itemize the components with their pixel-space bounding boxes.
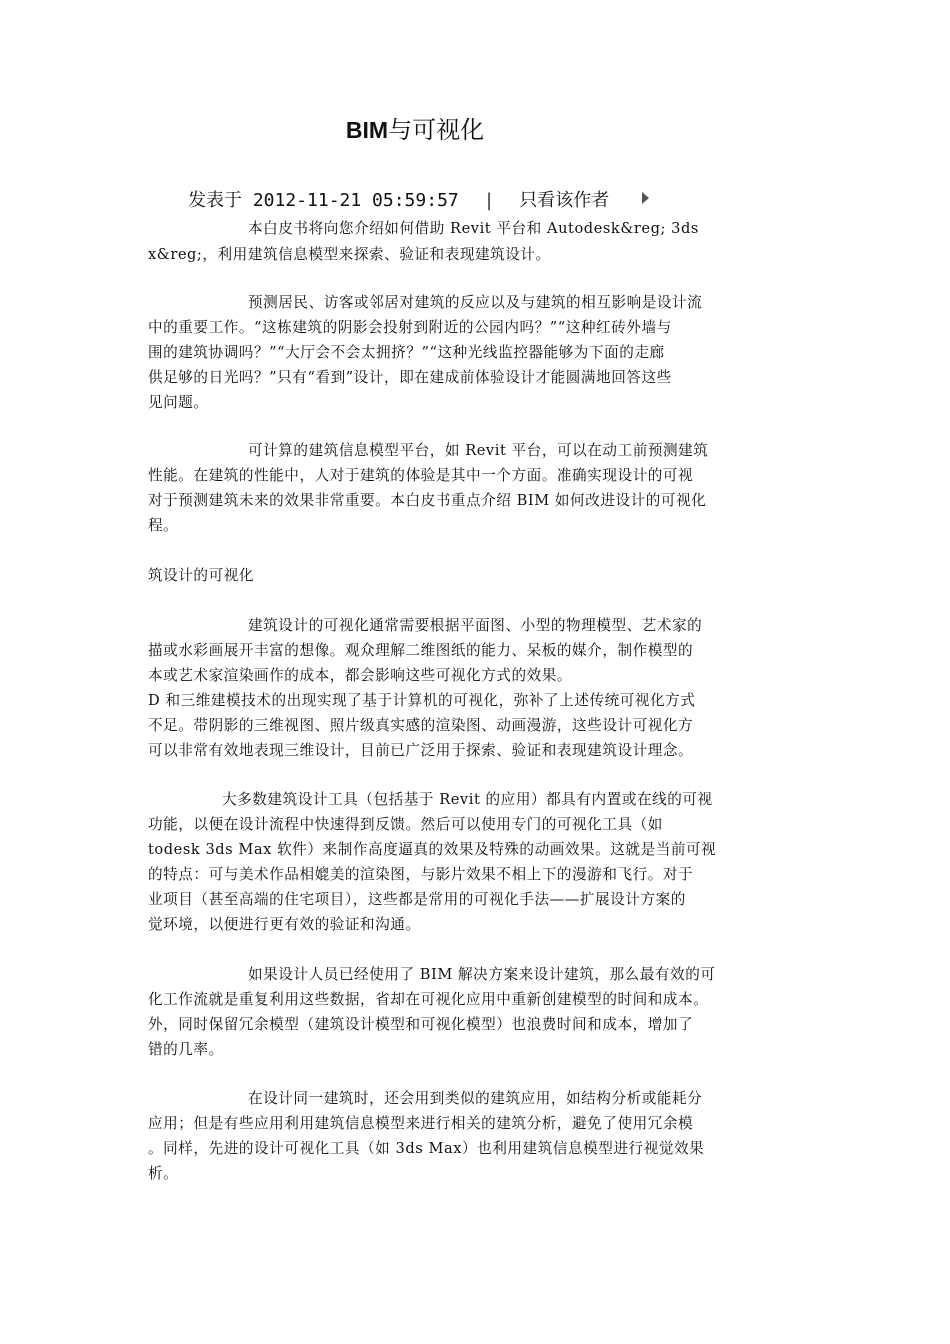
text-line: 大多数建筑设计工具（包括基于 Revit 的应用）都具有内置或在线的可视 bbox=[222, 791, 713, 808]
document-title bbox=[0, 112, 830, 148]
text-line: 可计算的建筑信息模型平台，如 Revit 平台，可以在动工前预测建筑 bbox=[248, 442, 709, 459]
post-meta bbox=[188, 186, 649, 216]
text-line: 建筑设计的可视化通常需要根据平面图、小型的物理模型、艺术家的 bbox=[248, 617, 703, 634]
text-line: 觉环境，以便进行更有效的验证和沟通。 bbox=[148, 916, 421, 933]
text-line: x&reg;，利用建筑信息模型来探索、验证和表现建筑设计。 bbox=[148, 246, 551, 263]
text-line: 在设计同一建筑时，还会用到类似的建筑应用，如结构分析或能耗分 bbox=[248, 1090, 703, 1107]
text-line: todesk 3ds Max 软件）来制作高度逼真的效果及特殊的动画效果。这就是当前可视 bbox=[148, 841, 717, 858]
post-date: 发表于 2012-11-21 05:59:57 bbox=[188, 190, 459, 211]
text-line: 对于预测建筑未来的效果非常重要。本白皮书重点介绍 BIM 如何改进设计的可视化 bbox=[148, 492, 707, 509]
text-line: 本白皮书将向您介绍如何借助 Revit 平台和 Autodesk&reg; 3ds bbox=[248, 220, 699, 237]
text-line: 围的建筑协调吗？”“大厅会不会太拥挤？”“这种光线监控器能够为下面的走廊 bbox=[148, 344, 665, 361]
text-line: 如果设计人员已经使用了 BIM 解决方案来设计建筑，那么最有效的可 bbox=[248, 966, 716, 983]
text-line: 程。 bbox=[148, 517, 179, 534]
text-line: 。同样，先进的设计可视化工具（如 3ds Max）也利用建筑信息模型进行视觉效果 bbox=[148, 1140, 705, 1157]
text-line: 不足。带阴影的三维视图、照片级真实感的渲染图、动画漫游，这些设计可视化方 bbox=[148, 717, 694, 734]
text-line: 可以非常有效地表现三维设计，目前已广泛用于探索、验证和表现建筑设计理念。 bbox=[148, 742, 694, 759]
meta-separator: | bbox=[483, 190, 495, 211]
text-line: 应用；但是有些应用利用建筑信息模型来进行相关的建筑分析，避免了使用冗余模 bbox=[148, 1115, 694, 1132]
section-heading: 筑设计的可视化 bbox=[148, 567, 255, 584]
text-line: 供足够的日光吗？”只有“看到”设计，即在建成前体验设计才能圆满地回答这些 bbox=[148, 369, 672, 386]
play-arrow-icon[interactable] bbox=[642, 192, 649, 204]
text-line: 本或艺术家渲染画作的成本，都会影响这些可视化方式的效果。 bbox=[148, 667, 573, 684]
title-latin: BIM bbox=[345, 117, 389, 143]
text-line: 的特点：可与美术作品相媲美的渲染图，与影片效果不相上下的漫游和飞行。对于 bbox=[148, 866, 694, 883]
text-line: 析。 bbox=[148, 1165, 179, 1182]
text-line: 外，同时保留冗余模型（建筑设计模型和可视化模型）也浪费时间和成本，增加了 bbox=[148, 1016, 694, 1033]
text-line: 描或水彩画展开丰富的想像。观众理解二维图纸的能力、呆板的媒介，制作模型的 bbox=[148, 642, 694, 659]
text-line: 业项目（甚至高端的住宅项目），这些都是常用的可视化手法——扩展设计方案的 bbox=[148, 891, 686, 908]
text-line: 功能，以便在设计流程中快速得到反馈。然后可以使用专门的可视化工具（如 bbox=[148, 816, 663, 833]
author-only-link[interactable]: 只看该作者 bbox=[519, 190, 610, 211]
title-cjk: 与可视化 bbox=[388, 116, 485, 144]
text-line: 错的几率。 bbox=[148, 1041, 224, 1058]
text-line: 中的重要工作。“这栋建筑的阴影会投射到附近的公园内吗？”“这种红砖外墙与 bbox=[148, 319, 672, 336]
text-line: 化工作流就是重复利用这些数据，省却在可视化应用中重新创建模型的时间和成本。 bbox=[148, 991, 709, 1008]
text-line: 见问题。 bbox=[148, 394, 209, 411]
text-line: 预测居民、访客或邻居对建筑的反应以及与建筑的相互影响是设计流 bbox=[248, 294, 703, 311]
text-line: 性能。在建筑的性能中，人对于建筑的体验是其中一个方面。准确实现设计的可视 bbox=[148, 467, 694, 484]
text-line: D 和三维建模技术的出现实现了基于计算机的可视化，弥补了上述传统可视化方式 bbox=[148, 692, 696, 709]
